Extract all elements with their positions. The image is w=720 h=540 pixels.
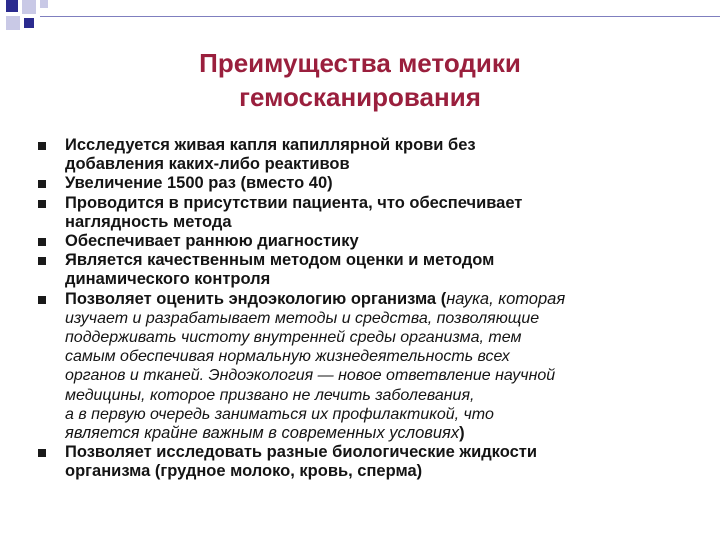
- item-text: добавления каких-либо реактивов: [65, 155, 350, 174]
- item-text-italic: самым обеспечивая нормальную жизнедеятельность всех: [65, 348, 510, 366]
- lead-text: Позволяет оценить эндоэкологию организма (: [65, 289, 447, 308]
- list-item: [0, 290, 720, 444]
- tail-italic-text: является крайне важным в современных условиях: [65, 424, 460, 443]
- list-item: [0, 443, 720, 481]
- item-text-tail: [65, 424, 698, 443]
- item-text: Является качественным методом оценки и методом: [65, 251, 495, 270]
- list-item: [0, 174, 720, 193]
- item-text-italic: а в первую очередь заниматься их профилактикой, что: [65, 405, 494, 423]
- square-bullet-icon: [38, 449, 46, 457]
- item-text: наглядность метода: [65, 212, 232, 231]
- title-line-1: Преимущества методики: [199, 48, 521, 78]
- list-item: [0, 194, 720, 232]
- square-bullet-icon: [38, 257, 46, 265]
- slide-title: [150, 46, 570, 114]
- item-text-italic: изучает и разрабатывает методы и средства, позволяющие: [65, 309, 540, 327]
- item-text-italic: органов и тканей. Эндоэкология — новое ответвление научной: [65, 367, 556, 385]
- item-text: Позволяет исследовать разные биологические жидкости: [65, 443, 537, 462]
- bullet-list: [0, 136, 720, 482]
- title-line-2: гемосканирования: [239, 82, 481, 112]
- list-item: [0, 251, 720, 289]
- item-text: Обеспечивает раннюю диагностику: [65, 232, 359, 251]
- item-text-italic: поддерживать чистоту внутренней среды организма, тем: [65, 329, 522, 347]
- list-item: [0, 136, 720, 174]
- list-item: [0, 232, 720, 251]
- item-text-italic: медицины, которое призвано не лечить заболевания,: [65, 386, 475, 404]
- item-text-lead: [65, 290, 698, 309]
- square-bullet-icon: [38, 142, 46, 150]
- lead-italic-text: наука, которая: [446, 289, 566, 308]
- item-text: Исследуется живая капля капиллярной крови без: [65, 136, 476, 154]
- item-text: Увеличение 1500 раз (вместо 40): [65, 174, 333, 193]
- square-bullet-icon: [38, 296, 46, 304]
- top-rule: [40, 16, 720, 17]
- square-bullet-icon: [38, 200, 46, 208]
- closing-paren: ): [459, 424, 465, 443]
- square-bullet-icon: [38, 238, 46, 246]
- item-text: динамического контроля: [65, 270, 271, 289]
- item-text: организма (грудное молоко, кровь, сперма): [65, 462, 423, 481]
- item-text: Проводится в присутствии пациента, что обеспечивает: [65, 193, 523, 212]
- square-bullet-icon: [38, 180, 46, 188]
